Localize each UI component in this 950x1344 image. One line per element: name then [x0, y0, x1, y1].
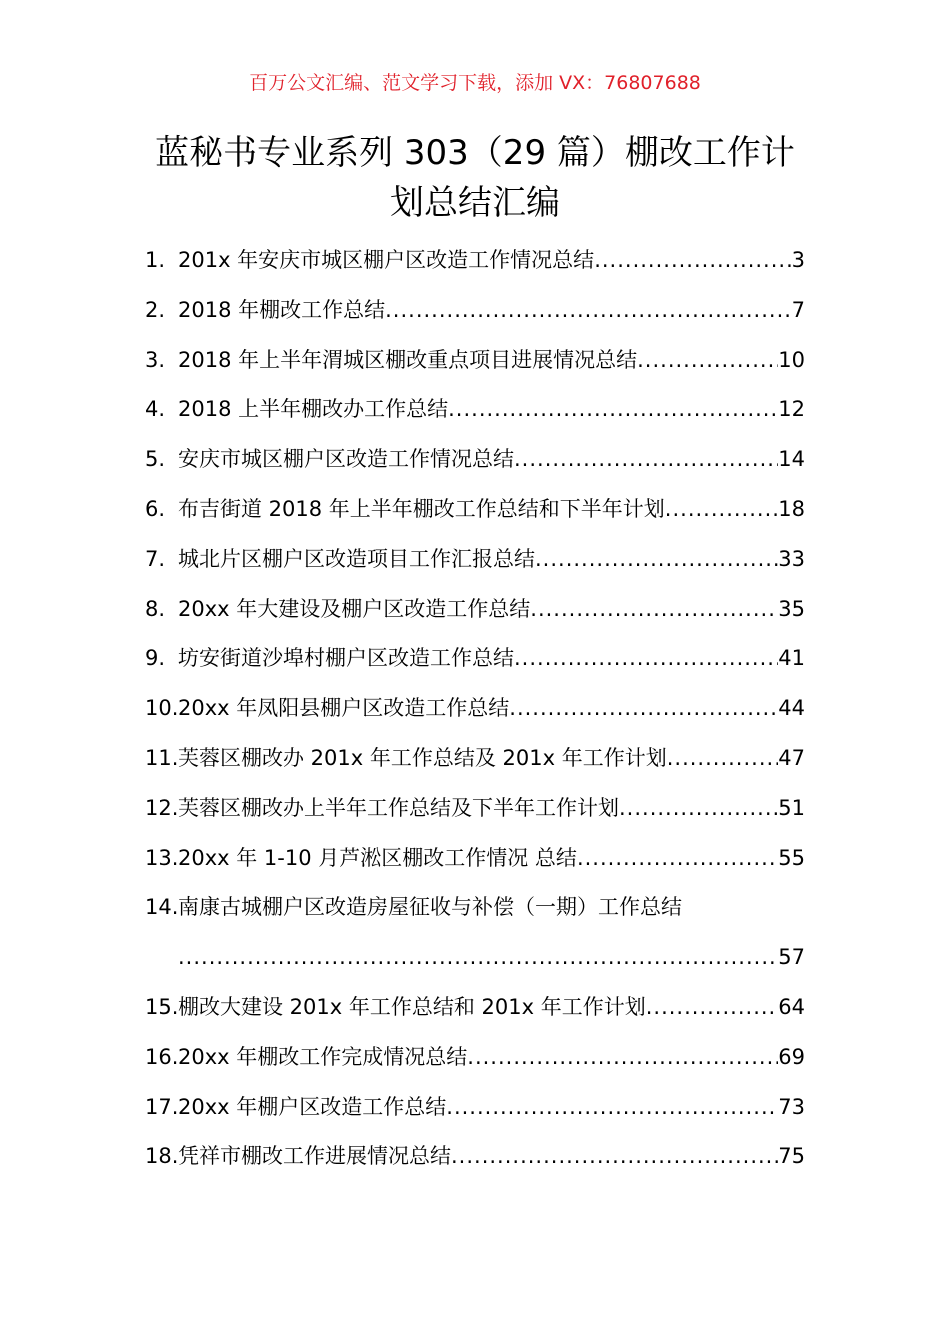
toc-title: 芙蓉区棚改办上半年工作总结及下半年工作计划	[178, 795, 619, 820]
toc-page-number: 69	[778, 1044, 805, 1069]
toc-entry[interactable]	[145, 841, 805, 891]
toc-page-number: 41	[778, 646, 805, 671]
toc-page-number: 33	[778, 546, 805, 571]
toc-entry[interactable]	[145, 343, 805, 393]
toc-leader-dots	[667, 741, 779, 775]
toc-number: 2.	[145, 297, 166, 322]
toc-leader-dots	[178, 940, 778, 974]
toc-leader-dots	[619, 791, 778, 825]
toc-title: 20xx 年凤阳县棚户区改造工作总结	[178, 696, 510, 721]
toc-page-number: 64	[778, 994, 805, 1019]
toc-page-number: 10	[778, 347, 805, 372]
toc-entry[interactable]	[145, 542, 805, 592]
toc-entry[interactable]	[145, 990, 805, 1040]
toc-entry[interactable]	[145, 641, 805, 691]
toc-page-number: 3	[791, 248, 805, 272]
toc-title: 20xx 年 1-10 月芦淞区棚改工作情况 总结	[178, 845, 577, 870]
toc-entry[interactable]	[145, 442, 805, 492]
document-title	[0, 128, 950, 228]
toc-title: 20xx 年棚改工作完成情况总结	[178, 1044, 468, 1069]
toc-leader-dots	[446, 1090, 778, 1124]
toc-number: 11.	[145, 745, 179, 770]
toc-number: 18.	[145, 1144, 179, 1169]
toc-entry[interactable]	[145, 791, 805, 841]
toc-title: 坊安街道沙埠村棚户区改造工作总结	[178, 646, 514, 671]
toc-title: 201x 年安庆市城区棚户区改造工作情况总结	[178, 248, 595, 272]
toc-number: 17.	[145, 1094, 179, 1119]
toc-number: 7.	[145, 546, 166, 571]
toc-page-number: 14	[778, 447, 805, 472]
table-of-contents	[145, 243, 805, 1189]
toc-leader-dots	[514, 442, 778, 476]
toc-number: 14.	[145, 895, 179, 920]
toc-number: 10.	[145, 696, 179, 721]
toc-entry[interactable]	[145, 1139, 805, 1189]
title-line-2: 划总结汇编	[390, 183, 560, 223]
toc-number: 5.	[145, 447, 166, 472]
toc-entry[interactable]	[145, 592, 805, 642]
toc-page-number: 51	[778, 795, 805, 820]
toc-number: 1.	[145, 248, 166, 272]
toc-entry[interactable]	[145, 1090, 805, 1140]
toc-page-number: 55	[778, 845, 805, 870]
toc-page-number: 73	[778, 1094, 805, 1119]
toc-page-number: 7	[791, 297, 805, 322]
toc-leader-dots	[448, 392, 778, 426]
toc-title: 2018 年上半年渭城区棚改重点项目进展情况总结	[178, 347, 638, 372]
toc-title: 安庆市城区棚户区改造工作情况总结	[178, 447, 514, 472]
toc-page-number: 47	[778, 745, 805, 770]
toc-title: 2018 上半年棚改办工作总结	[178, 397, 449, 422]
toc-title: 2018 年棚改工作总结	[178, 297, 386, 322]
toc-entry[interactable]	[145, 392, 805, 442]
toc-leader-dots	[530, 592, 778, 626]
watermark-banner: 百万公文汇编、范文学习下载，添加 VX：76807688	[249, 72, 701, 94]
toc-page-number: 18	[778, 496, 805, 521]
toc-number: 15.	[145, 994, 179, 1019]
toc-number: 4.	[145, 397, 166, 422]
toc-leader-dots	[509, 691, 778, 725]
toc-title: 城北片区棚户区改造项目工作汇报总结	[178, 546, 535, 571]
toc-number: 8.	[145, 596, 166, 621]
toc-title: 20xx 年棚户区改造工作总结	[178, 1094, 447, 1119]
toc-entry[interactable]	[145, 492, 805, 542]
toc-page-number: 44	[778, 696, 805, 721]
toc-leader-dots	[646, 990, 779, 1024]
toc-entry-continuation[interactable]	[145, 940, 805, 990]
toc-number: 16.	[145, 1044, 179, 1069]
toc-title: 布吉街道 2018 年上半年棚改工作总结和下半年计划	[178, 496, 665, 521]
toc-leader-dots	[535, 542, 778, 576]
toc-leader-dots	[467, 1040, 778, 1074]
toc-number: 13.	[145, 845, 179, 870]
title-line-1: 蓝秘书专业系列 303（29 篇）棚改工作计	[155, 133, 795, 173]
toc-leader-dots	[594, 243, 791, 277]
toc-page-number: 35	[778, 596, 805, 621]
toc-entry[interactable]	[145, 741, 805, 791]
toc-leader-dots	[665, 492, 778, 526]
toc-number: 3.	[145, 347, 166, 372]
toc-title: 芙蓉区棚改办 201x 年工作总结及 201x 年工作计划	[178, 745, 667, 770]
toc-title: 南康古城棚户区改造房屋征收与补偿（一期）工作总结	[178, 895, 682, 920]
toc-title: 棚改大建设 201x 年工作总结和 201x 年工作计划	[178, 994, 646, 1019]
toc-leader-dots	[577, 841, 778, 875]
toc-number: 6.	[145, 496, 166, 521]
toc-entry[interactable]	[145, 890, 805, 940]
toc-title: 凭祥市棚改工作进展情况总结	[178, 1144, 451, 1169]
toc-number: 9.	[145, 646, 166, 671]
toc-page-number: 75	[778, 1144, 805, 1169]
toc-entry[interactable]	[145, 691, 805, 741]
toc-number: 12.	[145, 795, 179, 820]
toc-leader-dots	[637, 343, 778, 377]
toc-title: 20xx 年大建设及棚户区改造工作总结	[178, 596, 531, 621]
toc-page-number: 12	[778, 397, 805, 422]
toc-entry[interactable]	[145, 243, 805, 293]
toc-entry[interactable]	[145, 1040, 805, 1090]
toc-entry[interactable]	[145, 293, 805, 343]
toc-leader-dots	[451, 1139, 778, 1173]
toc-leader-dots	[385, 293, 792, 327]
toc-page-number: 57	[778, 945, 805, 970]
toc-leader-dots	[514, 641, 778, 675]
